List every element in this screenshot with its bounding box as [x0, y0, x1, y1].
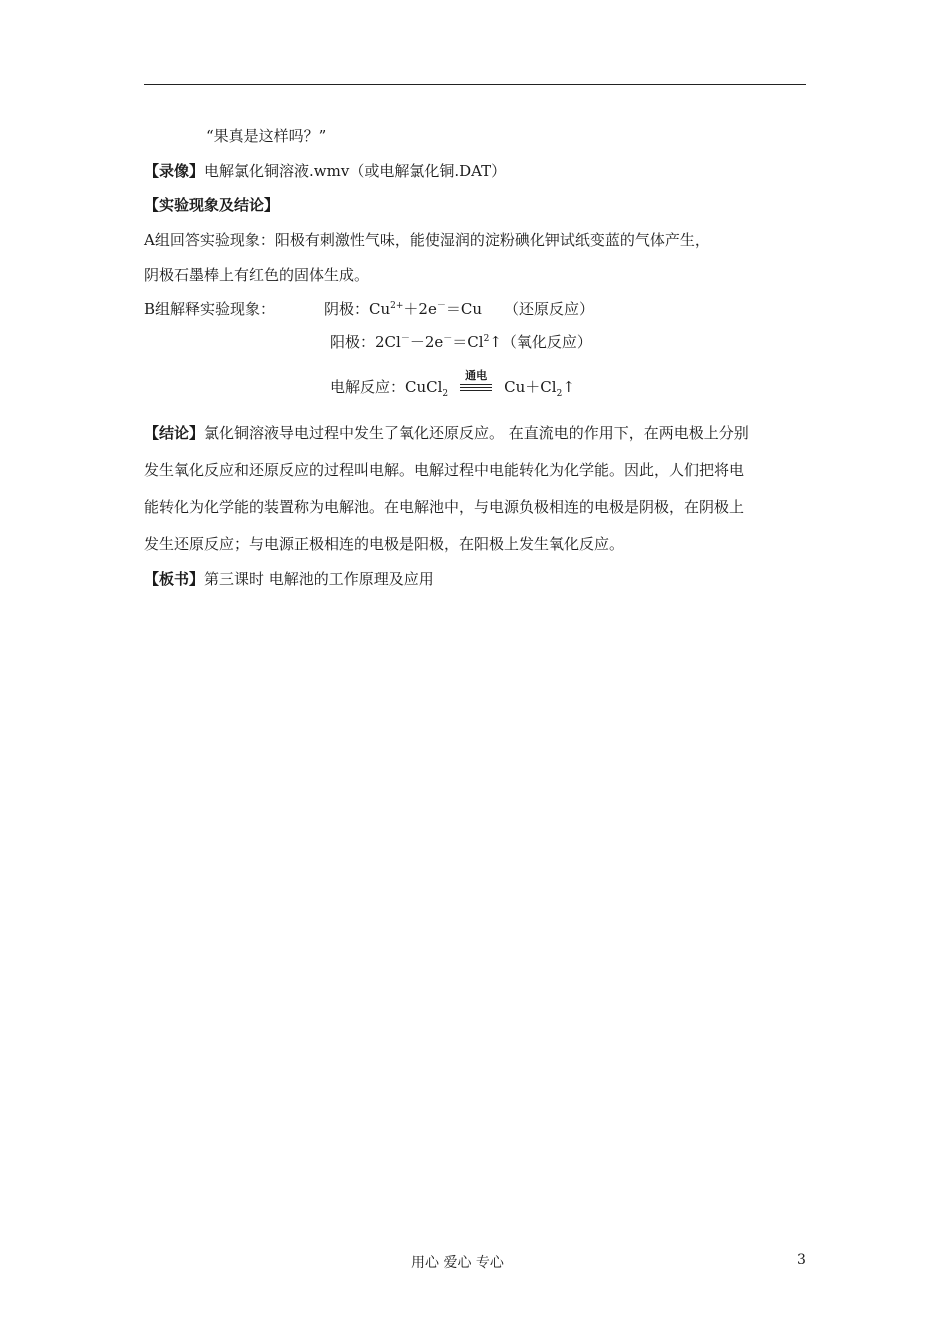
- conclusion-line-1: [144, 423, 749, 443]
- cathode-note: （还原反应）: [504, 300, 595, 318]
- board-tag: 【板书】: [144, 570, 205, 588]
- cathode-label: 阴极：Cu: [324, 300, 391, 318]
- footer-motto: 用心 爱心 专心: [411, 1255, 504, 1271]
- cathode-product: ＝Cu: [445, 300, 482, 318]
- anode-product-sup: 2: [483, 334, 490, 344]
- group-a-line-2: 阴极石墨棒上有红色的固体生成。: [144, 266, 370, 284]
- quote-line: “果真是这样吗？”: [206, 127, 327, 145]
- electrolysis-product-sub: 2: [556, 389, 563, 399]
- video-line: [144, 161, 506, 181]
- anode-ion-charge: －: [400, 334, 410, 344]
- group-a-line-1: A组回答实验现象：阳极有刺激性气味，能使湿润的淀粉碘化钾试纸变蓝的气体产生，: [144, 231, 710, 249]
- anode-product: ＝Cl: [452, 333, 484, 351]
- electrolysis-condition: 通电: [465, 369, 488, 382]
- anode-equation: [330, 332, 592, 352]
- video-text: 电解氯化铜溶液.wmv（或电解氯化铜.DAT）: [204, 162, 507, 180]
- anode-electron-charge: －: [443, 334, 453, 344]
- conclusion-line-3: 能转化为化学能的装置称为电解池。在电解池中，与电源负极相连的电极是阴极，在阴极上: [144, 498, 745, 516]
- group-b-label: B组解释实验现象：: [144, 300, 276, 318]
- anode-label: 阳极：2Cl: [330, 333, 401, 351]
- cathode-equation: [324, 299, 594, 319]
- anode-electrons: －2e: [409, 333, 444, 351]
- electrolysis-sub: 2: [442, 389, 449, 399]
- triple-equals-icon: [460, 384, 492, 391]
- conclusion-tag: 【结论】: [144, 424, 205, 442]
- electrolysis-product: Cu＋Cl: [504, 378, 557, 396]
- video-tag: 【录像】: [144, 162, 205, 180]
- cathode-electron-charge: －: [436, 301, 446, 311]
- electrolysis-label: 电解反应：CuCl: [330, 378, 443, 396]
- board-line: [144, 569, 434, 589]
- electrolysis-equation: [330, 369, 575, 399]
- conclusion-line-4: 发生还原反应；与电源正极相连的电极是阳极，在阳极上发生氧化反应。: [144, 535, 625, 553]
- conclusion-text-1: 氯化铜溶液导电过程中发生了氧化还原反应。 在直流电的作用下，在两电极上分别: [204, 424, 749, 442]
- header-rule: [144, 84, 806, 85]
- board-text: 第三课时 电解池的工作原理及应用: [204, 570, 434, 588]
- electrolysis-gas-arrow: ↑: [562, 378, 575, 396]
- anode-note: （氧化反应）: [501, 333, 592, 351]
- group-b-line: [144, 299, 275, 319]
- electrolysis-equals-sign: [458, 369, 494, 398]
- phenomenon-heading: 【实验现象及结论】: [144, 196, 280, 214]
- cathode-charge: 2+: [390, 301, 404, 311]
- conclusion-line-2: 发生氧化反应和还原反应的过程叫电解。电解过程中电能转化为化学能。因此，人们把将电: [144, 461, 745, 479]
- cathode-electrons: ＋2e: [403, 300, 437, 318]
- page-number: 3: [797, 1252, 806, 1268]
- anode-gas-arrow: ↑: [489, 333, 502, 351]
